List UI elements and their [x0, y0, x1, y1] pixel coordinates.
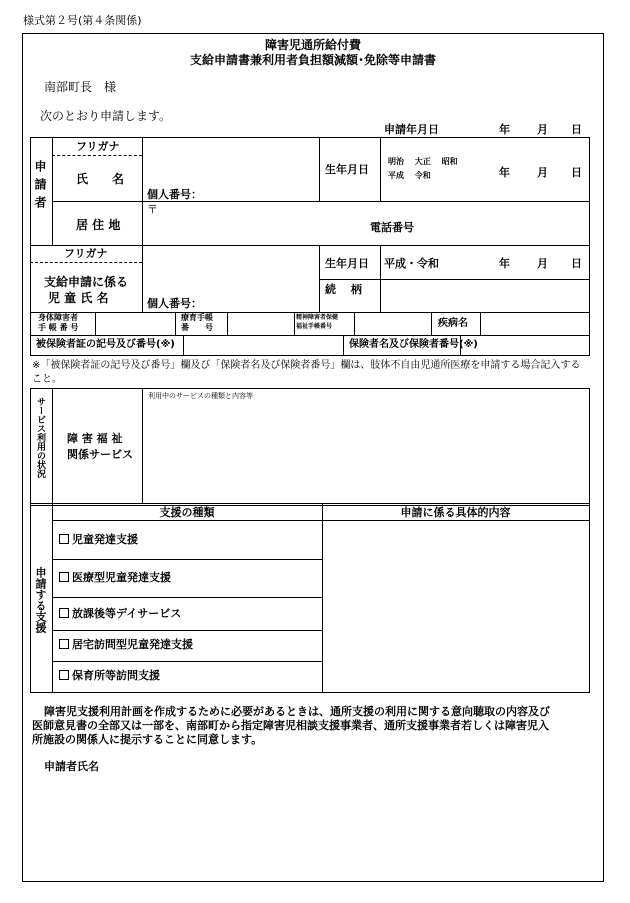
support-item-2[interactable]: 医療型児童発達支援	[59, 572, 171, 583]
addressee: 南部町長 様	[44, 80, 117, 94]
welfare-service-label-2: 関係サービス	[67, 448, 133, 461]
support-item-4[interactable]: 居宅訪問型児童発達支援	[59, 639, 193, 650]
child-relation-label: 続 柄	[325, 283, 362, 296]
welfare-service-label-1: 障 害 福 祉	[67, 432, 123, 445]
title-line-1: 障害児通所給付費	[264, 38, 361, 52]
child-name-label-line-2: 児 童 氏 名	[48, 291, 109, 305]
disease-label: 疾病名	[438, 318, 468, 329]
checkbox-icon[interactable]	[59, 670, 69, 680]
child-name-label-line-1: 支給申請に係る	[44, 275, 129, 289]
insurer-label: 保険者名及び保険者番号(※)	[349, 339, 478, 350]
checkbox-icon[interactable]	[59, 534, 69, 544]
application-date-day: 日	[571, 123, 582, 136]
child-personal-number-label: 個人番号：	[147, 297, 202, 310]
applicant-phone-label: 電話番号	[370, 221, 414, 234]
form-number: 様式第２号(第４条関係)	[23, 14, 142, 27]
applicant-birth-day: 日	[571, 166, 582, 179]
applicant-section-label: 申請者	[33, 160, 47, 214]
child-birth-day: 日	[571, 257, 582, 270]
mental-handbook-label-1: 精神障害者保健	[296, 314, 339, 321]
postal-mark: 〒	[147, 203, 158, 216]
child-birth-year: 年	[499, 257, 510, 270]
insured-number-label: 被保険者証の記号及び番号(※)	[36, 339, 175, 350]
intro-text: 次のとおり申請します。	[40, 109, 172, 123]
ryoiku-handbook-label-1: 療育手帳	[181, 313, 213, 322]
mental-handbook-label-2: 福祉手帳番号	[296, 323, 333, 330]
checkbox-icon[interactable]	[59, 639, 69, 649]
support-section-label: 申請する支援	[34, 567, 47, 633]
consent-line-3: 所施設の関係人に提示することに同意します。	[32, 733, 263, 746]
support-item-1[interactable]: 児童発達支援	[59, 534, 138, 545]
child-birth-month: 月	[537, 257, 548, 270]
child-birth-label: 生年月日	[325, 257, 369, 270]
checkbox-icon[interactable]	[59, 572, 69, 582]
service-contents-label: 利用中のサービスの種類と内容等	[148, 392, 253, 400]
applicant-address-label: 居 住 地	[76, 218, 121, 232]
applicant-furigana-label: フリガナ	[76, 140, 120, 153]
signature-label: 申請者氏名	[44, 760, 99, 773]
checkbox-icon[interactable]	[59, 608, 69, 618]
application-date-year: 年	[499, 123, 510, 136]
applicant-eras-line-1: 明治 大正 昭和	[388, 157, 458, 166]
applicant-birth-label: 生年月日	[325, 163, 369, 176]
child-eras: 平成・令和	[384, 257, 439, 270]
child-furigana-label: フリガナ	[64, 247, 108, 260]
support-item-3[interactable]: 放課後等デイサービス	[59, 608, 181, 619]
consent-line-1: 障害児支援利用計画を作成するために必要があるときは、通所支援の利用に関する意向聴取の内容及び	[44, 705, 550, 718]
support-type-header: 支援の種類	[159, 506, 215, 519]
applicant-name-label: 氏 名	[76, 172, 125, 186]
applicant-personal-number-label: 個人番号：	[147, 188, 202, 201]
note-line-1: ※「被保険者証の記号及び番号」欄及び「保険者名及び保険者番号」欄は、肢体不自由児通所医療を申請する場合記入する	[32, 360, 581, 371]
consent-line-2: 医師意見書の全部又は一部を、南部町から指定障害児相談支援事業者、通所支援事業者若しくは障害児入	[32, 719, 549, 732]
ryoiku-handbook-label-2: 番 号	[181, 323, 213, 332]
physical-handbook-label-1: 身体障害者	[38, 313, 78, 322]
applicant-birth-month: 月	[537, 166, 548, 179]
application-date-month: 月	[537, 123, 548, 136]
support-item-5[interactable]: 保育所等訪問支援	[59, 670, 160, 681]
applicant-birth-year: 年	[499, 166, 510, 179]
application-date-label: 申請年月日	[384, 123, 439, 136]
physical-handbook-label-2: 手 帳 番 号	[38, 323, 79, 332]
support-content-header: 申請に係る具体的内容	[400, 506, 511, 519]
service-status-section-label: サービス利用の状況	[35, 397, 45, 478]
note-line-2: こと。	[32, 374, 62, 385]
title-line-2: 支給申請書兼利用者負担額減額･免除等申請書	[189, 53, 436, 67]
applicant-eras-line-2: 平成 令和	[388, 171, 431, 180]
